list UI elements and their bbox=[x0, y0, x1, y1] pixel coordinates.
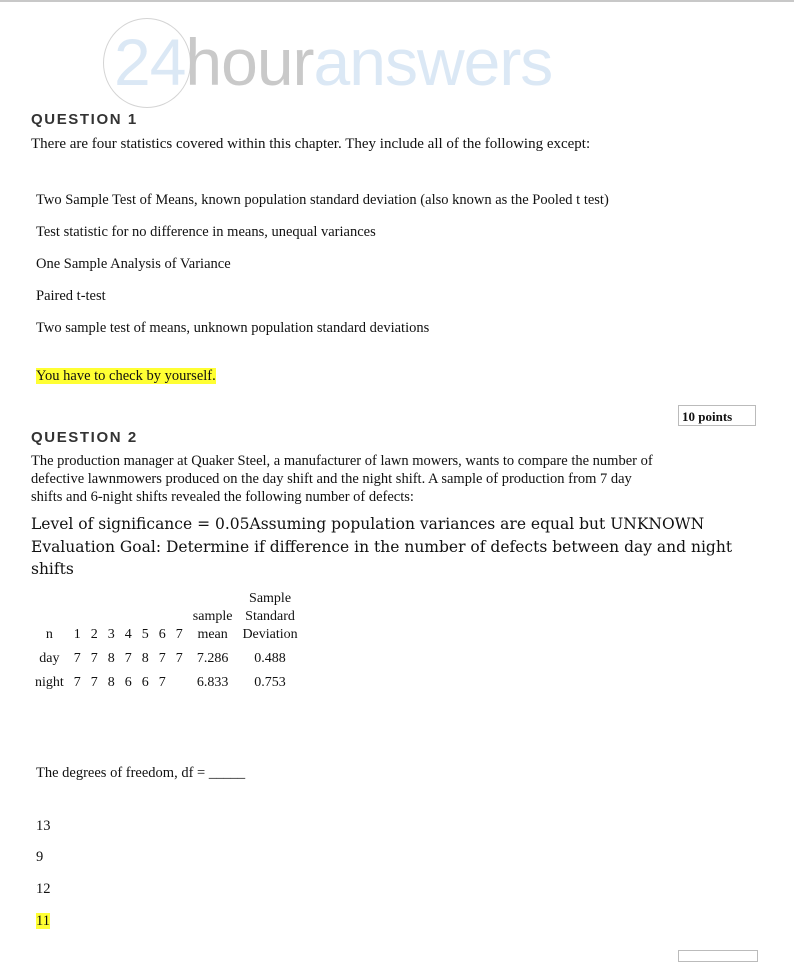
header-cell: 4 bbox=[124, 627, 132, 642]
header-cell: 5 bbox=[141, 627, 149, 642]
q2-prompt-line: defective lawnmowers produced on the day shift and the night shift. A sample of production from 7 day bbox=[31, 471, 632, 487]
q1-option[interactable]: One Sample Analysis of Variance bbox=[36, 256, 231, 272]
cell: 7 bbox=[124, 651, 132, 666]
header-cell: 2 bbox=[90, 627, 98, 642]
question-1-heading: QUESTION 1 bbox=[31, 111, 138, 128]
q2-option-selected[interactable]: 11 bbox=[36, 913, 50, 929]
q2-prompt-line: The production manager at Quaker Steel, a manufacturer of lawn mowers, wants to compare the number of bbox=[31, 453, 653, 469]
q1-option[interactable]: Two sample test of means, unknown population standard deviations bbox=[36, 320, 430, 336]
header-cell: 1 bbox=[73, 627, 81, 642]
sd-header-line: Deviation bbox=[242, 627, 298, 642]
sd-header bbox=[237, 590, 302, 644]
defects-table bbox=[30, 590, 303, 692]
mean-cell: 7.286 bbox=[196, 651, 229, 666]
q2-detail-line: Level of significance = 0.05Assuming population variances are equal but UNKNOWN bbox=[31, 515, 705, 533]
q2-option[interactable]: 12 bbox=[36, 881, 51, 897]
question-1-prompt: There are four statistics covered within this chapter. They include all of the following except: bbox=[31, 136, 591, 152]
q1-option[interactable]: Paired t-test bbox=[36, 288, 106, 304]
cell: 7 bbox=[175, 651, 183, 666]
q1-option[interactable]: Two Sample Test of Means, known population standard deviation (also known as the Pooled t test) bbox=[36, 192, 609, 208]
cell: 7 bbox=[73, 651, 81, 666]
table-row bbox=[30, 668, 303, 692]
q2-prompt-line: shifts and 6-night shifts revealed the following number of defects: bbox=[31, 489, 414, 505]
q1-option[interactable]: Test statistic for no difference in means, unequal variances bbox=[36, 224, 376, 240]
cell: 7 bbox=[158, 675, 166, 690]
q2-detail-line: shifts bbox=[31, 560, 74, 578]
question-2-heading: QUESTION 2 bbox=[31, 429, 138, 446]
cell: 8 bbox=[107, 651, 115, 666]
points-badge: 10 points bbox=[678, 405, 756, 426]
table-row bbox=[30, 644, 303, 668]
header-cell: 7 bbox=[175, 627, 183, 642]
cell: 8 bbox=[107, 675, 115, 690]
cell: 7 bbox=[158, 651, 166, 666]
mean-header-line: mean bbox=[197, 627, 228, 642]
logo-24: 24 bbox=[114, 25, 186, 99]
mean-header bbox=[188, 590, 238, 644]
sd-cell: 0.488 bbox=[254, 651, 286, 666]
df-question: The degrees of freedom, df = _____ bbox=[36, 765, 246, 781]
header-cell: 3 bbox=[107, 627, 115, 642]
sd-header-line: Standard bbox=[245, 609, 295, 624]
logo-hour: hour bbox=[185, 25, 314, 99]
mean-cell: 6.833 bbox=[196, 675, 229, 690]
sd-cell: 0.753 bbox=[254, 675, 286, 690]
top-border bbox=[0, 0, 794, 2]
q1-note-highlight: You have to check by yourself. bbox=[36, 368, 216, 384]
cell: 6 bbox=[141, 675, 149, 690]
table-header-row bbox=[30, 590, 303, 644]
next-points-badge bbox=[678, 950, 758, 962]
mean-header-line: sample bbox=[192, 609, 233, 624]
logo-text bbox=[114, 20, 552, 104]
header-cell: 6 bbox=[158, 627, 166, 642]
logo-answers: answers bbox=[313, 25, 553, 99]
q2-detail-line: Evaluation Goal: Determine if difference in the number of defects between day and night bbox=[31, 538, 733, 556]
cell: 8 bbox=[141, 651, 149, 666]
q2-option[interactable]: 9 bbox=[36, 849, 44, 865]
cell: 7 bbox=[73, 675, 81, 690]
sd-header-line: Sample bbox=[249, 591, 292, 606]
cell: 7 bbox=[90, 651, 98, 666]
q2-option[interactable]: 13 bbox=[36, 818, 51, 834]
row-label: night bbox=[35, 675, 64, 690]
cell: 7 bbox=[90, 675, 98, 690]
header-cell: n bbox=[45, 627, 53, 642]
cell bbox=[171, 668, 188, 692]
cell: 6 bbox=[124, 675, 132, 690]
row-label: day bbox=[39, 651, 60, 666]
logo bbox=[100, 18, 553, 108]
